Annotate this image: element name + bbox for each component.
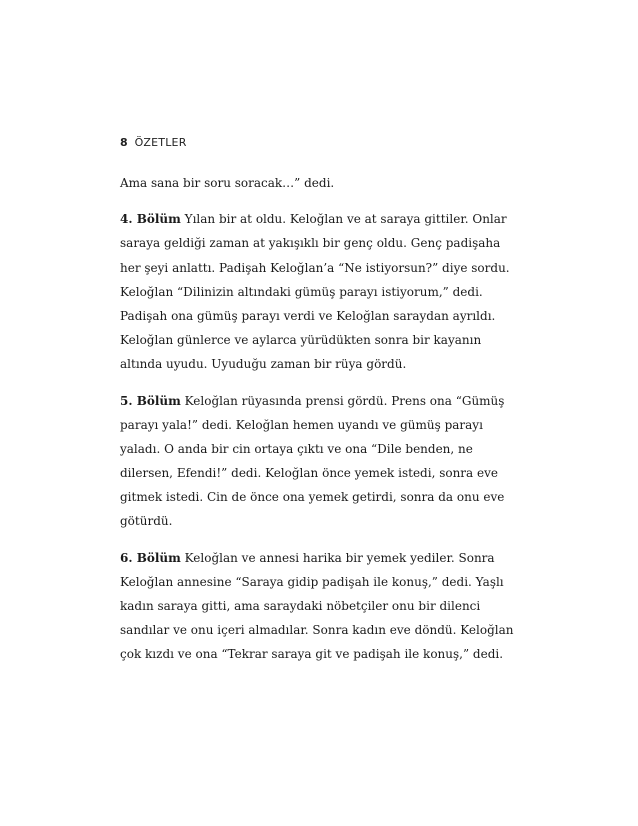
- text-line: sandılar ve onu içeri almadılar. Sonra kadın eve döndü. Keloğlan: [120, 623, 514, 638]
- page-number: 8: [120, 136, 128, 149]
- text-line: altında uyudu. Uyuduğu zaman bir rüya gördü.: [120, 357, 407, 372]
- body-text: [120, 171, 525, 667]
- text-line: yaladı. O anda bir cin ortaya çıktı ve ona “Dile benden, ne: [120, 441, 473, 456]
- chapter-heading: 4. Bölüm: [120, 212, 181, 227]
- text-line: gitmek istedi. Cin de önce ona yemek getirdi, sonra da onu eve: [120, 490, 505, 505]
- text-line: 5. Bölüm Keloğlan rüyasında prensi gördü. Prens ona “Gümüş: [120, 393, 505, 408]
- text-line: 4. Bölüm Yılan bir at oldu. Keloğlan ve at saraya gittiler. Onlar: [120, 212, 507, 227]
- text-line: götürdü.: [120, 514, 173, 529]
- text-line: Keloğlan günlerce ve aylarca yürüdükten sonra bir kayanın: [120, 333, 482, 348]
- paragraph-intro: [120, 171, 525, 195]
- text-line: Keloğlan “Dilinizin altındaki gümüş parayı istiyorum,” dedi.: [120, 284, 483, 299]
- text-line: her şeyi anlattı. Padişah Keloğlan’a “Ne istiyorsun?” diye sordu.: [120, 260, 510, 275]
- text-line: kadın saraya gitti, ama saraydaki nöbetçiler onu bir dilenci: [120, 599, 481, 613]
- paragraph-chapter-5: [120, 389, 525, 534]
- page-header: [120, 136, 187, 149]
- text-line: Padişah ona gümüş parayı verdi ve Keloğlan saraydan ayrıldı.: [120, 308, 496, 323]
- text-line: saraya geldiği zaman at yakışıklı bir genç oldu. Genç padişaha: [120, 236, 501, 251]
- paragraph-chapter-4: [120, 207, 525, 376]
- text-line: çok kızdı ve ona “Tekrar saraya git ve padişah ile konuş,” dedi.: [120, 647, 504, 662]
- text-line: Keloğlan annesine “Saraya gidip padişah ile konuş,” dedi. Yaşlı: [120, 574, 504, 589]
- section-title: ÖZETLER: [134, 136, 187, 149]
- text-line: 6. Bölüm Keloğlan ve annesi harika bir yemek yediler. Sonra: [120, 550, 495, 565]
- text-line: dilersen, Efendi!” dedi. Keloğlan önce yemek istedi, sonra eve: [120, 466, 498, 481]
- chapter-heading: 6. Bölüm: [120, 550, 181, 565]
- chapter-heading: 5. Bölüm: [120, 393, 181, 408]
- paragraph-chapter-6: [120, 546, 525, 667]
- text-line: Ama sana bir soru soracak…” dedi.: [120, 176, 335, 190]
- text-line: parayı yala!” dedi. Keloğlan hemen uyandı ve gümüş parayı: [120, 417, 483, 432]
